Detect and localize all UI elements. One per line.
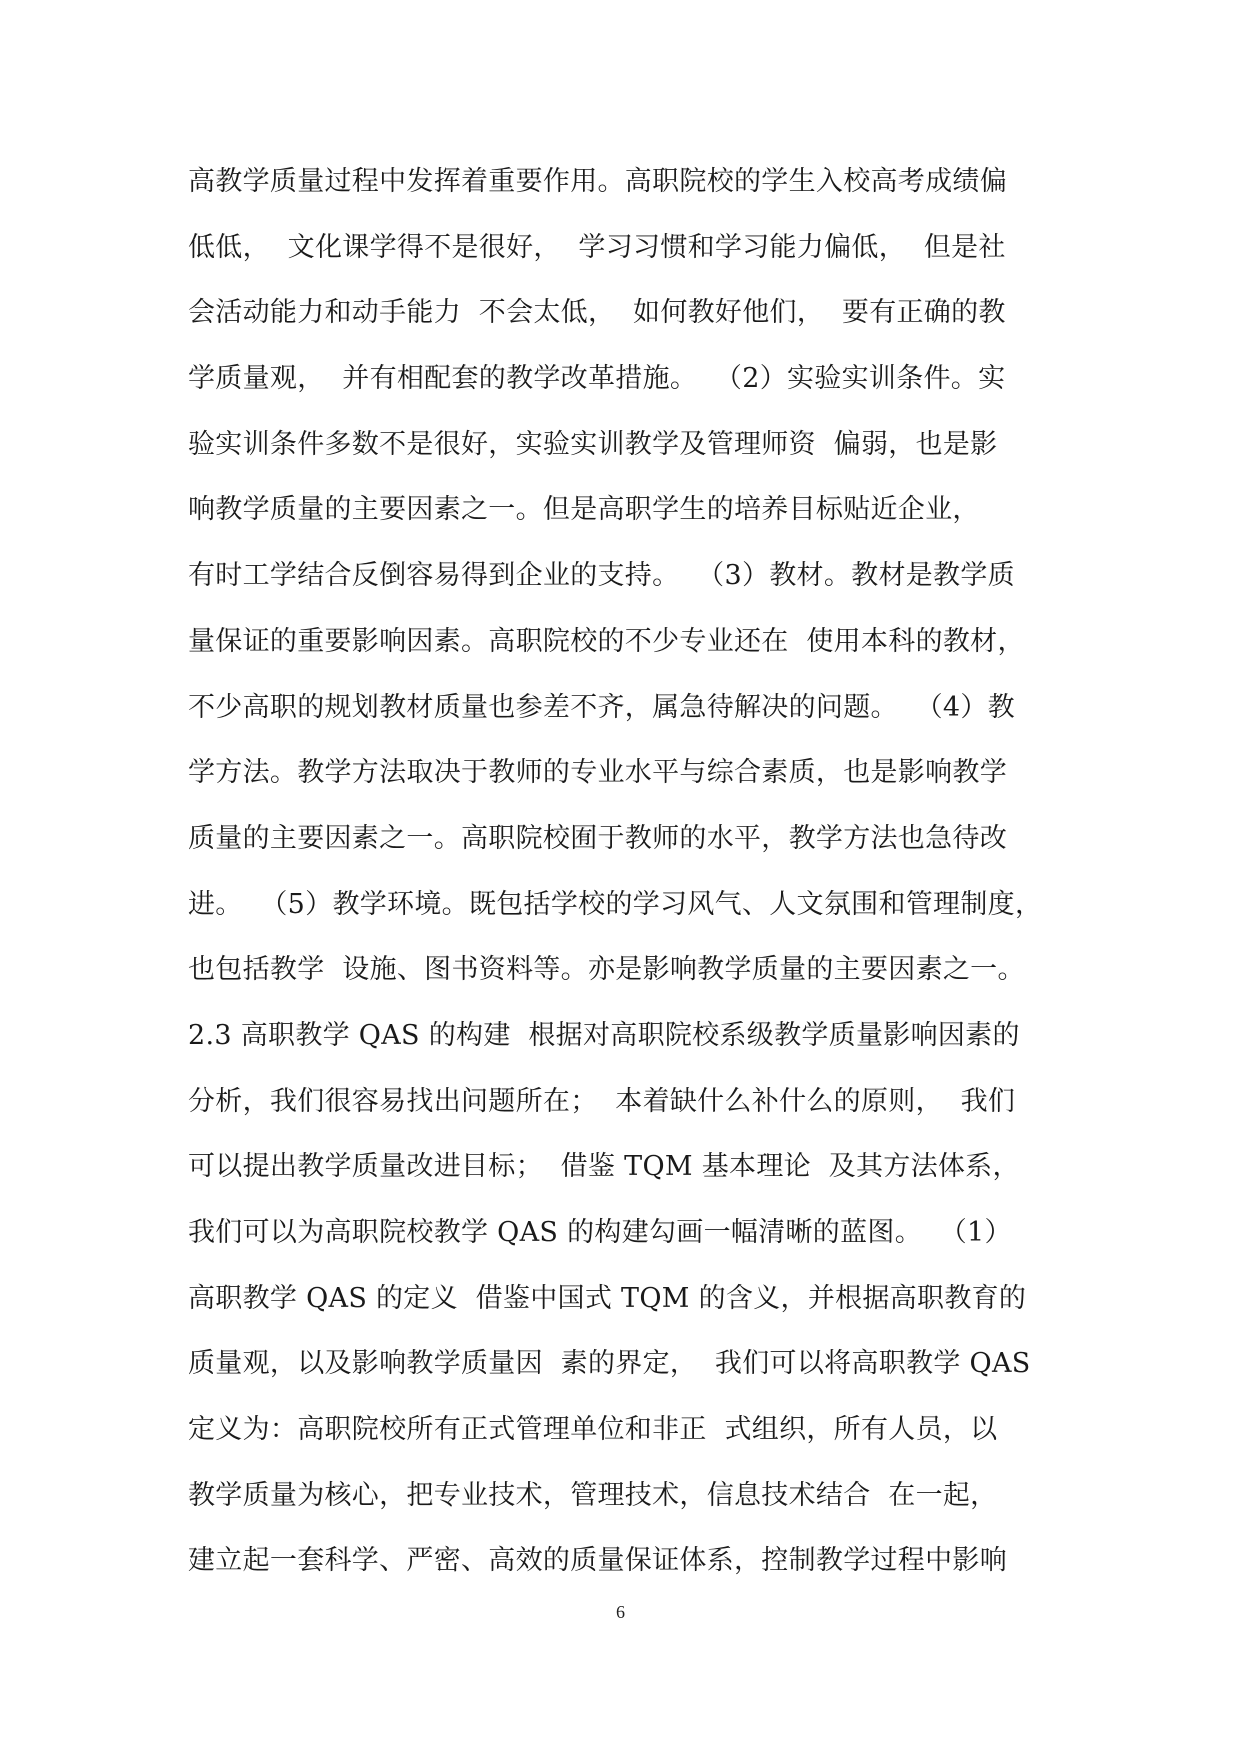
text-line: 响教学质量的主要因素之一。但是高职学生的培养目标贴近企业，: [188, 494, 980, 526]
text-line: 质量的主要因素之一。高职院校囿于教师的水平，教学方法也急待改: [188, 822, 1007, 854]
text-line: 高职教学 QAS 的定义 借鉴中国式 TQM 的含义，并根据高职教育的: [188, 1282, 1027, 1314]
text-line: 2.3 高职教学 QAS 的构建 根据对高职院校系级教学质量影响因素的: [188, 1019, 1020, 1051]
text-line: 定义为：高职院校所有正式管理单位和非正 式组织，所有人员，以: [188, 1414, 998, 1446]
text-line: 有时工学结合反倒容易得到企业的支持。 （3）教材。教材是教学质: [188, 560, 1015, 592]
text-line: 会活动能力和动手能力 不会太低， 如何教好他们， 要有正确的教: [188, 297, 1006, 329]
text-line: 量保证的重要影响因素。高职院校的不少专业还在 使用本科的教材，: [188, 625, 1025, 657]
text-line: 验实训条件多数不是很好，实验实训教学及管理师资 偏弱，也是影: [188, 428, 998, 460]
text-line: 教学质量为核心，把专业技术，管理技术，信息技术结合 在一起，: [188, 1479, 998, 1511]
page-number: 6: [616, 1602, 625, 1622]
text-line: 建立起一套科学、严密、高效的质量保证体系，控制教学过程中影响: [188, 1545, 1007, 1577]
text-line: 我们可以为高职院校教学 QAS 的构建勾画一幅清晰的蓝图。 （1）: [188, 1217, 1012, 1248]
text-line: 进。 （5）教学环境。既包括学校的学习风气、人文氛围和管理制度，: [188, 888, 1043, 920]
text-line: 也包括教学 设施、图书资料等。亦是影响教学质量的主要因素之一。: [188, 954, 1025, 986]
text-line: 学方法。教学方法取决于教师的专业水平与综合素质，也是影响教学: [188, 757, 1007, 789]
text-line: 学质量观， 并有相配套的教学改革措施。 （2）实验实训条件。实: [188, 363, 1006, 395]
text-line: 低低， 文化课学得不是很好， 学习习惯和学习能力偏低， 但是社: [188, 231, 1006, 263]
text-line: 高教学质量过程中发挥着重要作用。高职院校的学生入校高考成绩偏: [188, 166, 1007, 197]
text-line: 分析，我们很容易找出问题所在； 本着缺什么补什么的原则， 我们: [188, 1085, 1016, 1117]
text-line: 不少高职的规划教材质量也参差不齐，属急待解决的问题。 （4）教: [188, 691, 1015, 723]
text-line: 可以提出教学质量改进目标； 借鉴 TQM 基本理论 及其方法体系，: [188, 1151, 1020, 1183]
text-line: 质量观，以及影响教学质量因 素的界定， 我们可以将高职教学 QAS: [188, 1348, 1031, 1380]
body-text: [188, 156, 1068, 1601]
